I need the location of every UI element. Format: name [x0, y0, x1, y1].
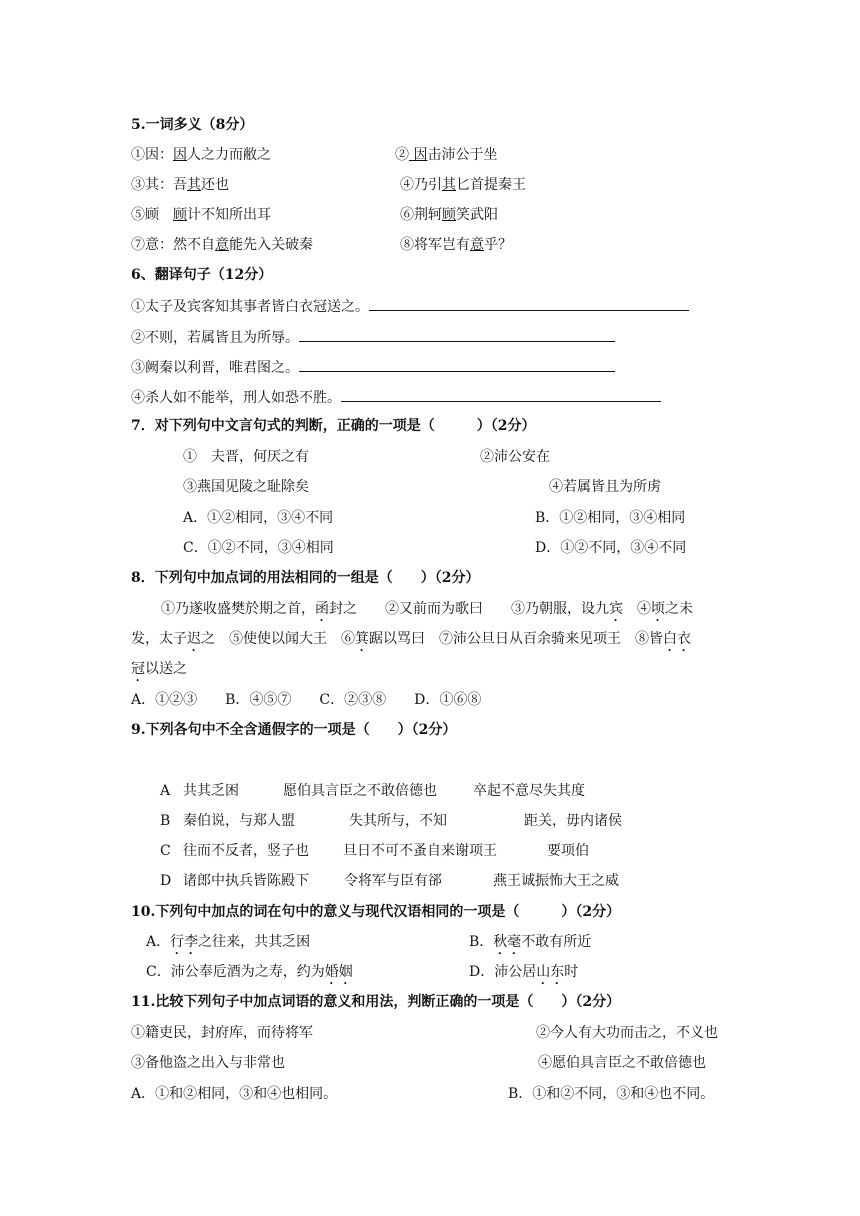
q5-item-prefix: ③其：吾 — [131, 177, 187, 193]
q6-item-3-text: ③阙秦以利晋，唯君图之。 — [131, 360, 299, 376]
q6-item-4-text: ④杀人如不能举，刑人如恐不胜。 — [131, 390, 341, 406]
answer-blank[interactable] — [299, 357, 615, 372]
q8-title: 8．下列句中加点词的用法相同的一组是（ ）（2分） — [131, 570, 480, 586]
q9-option-phrase: 失其所与，不知 — [349, 813, 447, 829]
q11-sentence-3: ③备他盗之出入与非常也 — [131, 1055, 285, 1071]
answer-blank[interactable] — [299, 327, 615, 342]
q6-title: 6、翻译句子（12分） — [131, 267, 273, 283]
q7-sentence-1: ① 夫晋，何厌之有 — [183, 449, 309, 465]
q6-item-2 — [131, 327, 615, 347]
q9-option-phrase: 诸郎中执兵皆陈殿下 — [183, 873, 309, 889]
answer-blank[interactable] — [369, 296, 689, 311]
q9-option-phrase: 往而不反者，竖子也 — [183, 843, 309, 859]
q5-item — [400, 206, 498, 224]
q5-key-word: 顾 — [442, 207, 456, 223]
q9-option-letter: D — [160, 873, 172, 889]
q5-item-prefix: ⑦意：然不自 — [131, 237, 215, 253]
q10-title: 10.下列句中加点的词在句中的意义与现代汉语相同的一项是（ ）（2分） — [131, 904, 621, 920]
q10-option-b: B．秋毫不敢有所近 — [469, 934, 592, 950]
q5-item-rest: 笑武阳 — [456, 207, 498, 223]
q5-item-rest: 击沛公于坐 — [427, 147, 498, 163]
q5-item-prefix: ⑤顾 — [131, 207, 173, 223]
q11-sentence-1: ①籍吏民，封府库，而待将军 — [131, 1025, 313, 1041]
q5-item-rest: 能先入关破秦 — [229, 237, 313, 253]
q8-line-3: 冠以送之 — [131, 661, 187, 677]
q8-options: A．①②③ B．④⑤⑦ C．②③⑧ D．①⑥⑧ — [131, 692, 482, 708]
q5-key-word: 意 — [215, 237, 229, 253]
q9-option-phrase: 卒起不意尽失其度 — [473, 783, 585, 799]
q9-option-phrase: 距关，毋内诸侯 — [524, 813, 622, 829]
q7-option-b: B．①②相同，③④相同 — [535, 510, 686, 526]
q5-item-prefix: ①因： — [131, 147, 173, 163]
q9-option-phrase: 愿伯具言臣之不敢倍德也 — [283, 783, 437, 799]
q10-option-c-text: 沛公奉卮酒为之寿，约为 — [170, 964, 325, 980]
q5-item-rest: 人之力而敝之 — [187, 147, 271, 163]
q5-key-word: 因 — [173, 147, 187, 163]
q11-option-a: A．①和②相同，③和④也相同。 — [131, 1086, 338, 1102]
q7-title: 7．对下列句中文言句式的判断，正确的一项是（ ）（2分） — [131, 418, 536, 434]
q6-item-4 — [131, 387, 661, 407]
q7-sentence-4: ④若属皆且为所虏 — [549, 479, 661, 495]
q5-key-word: 顾 — [173, 207, 187, 223]
q6-item-1 — [131, 296, 689, 316]
q5-key-word: 其 — [187, 177, 201, 193]
answer-blank[interactable] — [341, 387, 661, 402]
q7-option-c: C．①②不同，③④相同 — [183, 540, 334, 556]
q9-option-letter: A — [160, 783, 171, 799]
q5-item — [395, 146, 497, 164]
q5-item-prefix: ④乃引 — [400, 177, 442, 193]
q10-option-c: C．沛公奉卮酒为之寿，约为婚姻 — [146, 964, 353, 980]
q5-item-rest: 计不知所出耳 — [187, 207, 271, 223]
q10-option-d: D．沛公居山东时 — [469, 964, 579, 980]
q9-option-phrase: 共其乏困 — [183, 783, 239, 799]
q5-item-rest: 乎？ — [484, 237, 512, 253]
q5-item — [400, 176, 526, 194]
q5-item-prefix: ② — [395, 147, 409, 163]
q5-item-prefix: ⑧将军岂有 — [400, 237, 470, 253]
q5-title: 5.一词多义（8分） — [131, 117, 254, 133]
q7-option-d: D．①②不同，③④不同 — [535, 540, 687, 556]
q5-key-word: 其 — [442, 177, 456, 193]
q11-sentence-2: ②今人有大功而击之，不义也 — [536, 1025, 718, 1041]
q9-option-letter: B — [160, 813, 171, 829]
q9-option-phrase: 令将军与臣有郤 — [344, 873, 442, 889]
q9-option-phrase: 秦伯说，与郑人盟 — [183, 813, 295, 829]
q6-item-3 — [131, 357, 615, 377]
q5-item — [131, 176, 229, 194]
q5-key-word: 因 — [409, 147, 428, 163]
q10-option-d-text: 沛公居 — [494, 964, 537, 980]
q10-option-b-text: 不敢有所近 — [521, 934, 592, 950]
q5-item — [131, 146, 271, 164]
q6-item-1-text: ①太子及宾客知其事者皆白衣冠送之。 — [131, 299, 369, 315]
q6-item-2-text: ②不则，若属皆且为所辱。 — [131, 330, 299, 346]
q8-line-1: ①乃遂收盛樊於期之首，函封之 ②又前而为歌曰 ③乃朝服，设九宾 ④顷之未 — [161, 601, 693, 617]
q9-option-phrase: 旦日不可不蚤自来谢项王 — [343, 843, 497, 859]
q11-option-b: B．①和②不同，③和④也不同。 — [508, 1086, 715, 1102]
q9-option-phrase: 要项伯 — [547, 843, 589, 859]
q5-item-rest: 匕首提秦王 — [456, 177, 526, 193]
q5-item — [400, 236, 512, 254]
q11-sentence-4: ④愿伯具言臣之不敢倍德也 — [538, 1055, 706, 1071]
q11-title: 11.比较下列句子中加点词语的意义和用法，判断正确的一项是（ ）（2分） — [131, 994, 621, 1010]
q9-option-phrase: 燕王诚振怖大王之威 — [493, 873, 619, 889]
q5-item — [131, 206, 271, 224]
q9-option-letter: C — [160, 843, 171, 859]
q9-title: 9.下列各句中不全含通假字的一项是（ ）（2分） — [131, 722, 457, 738]
q8-line-2: 发，太子迟之 ⑤使使以闻大王 ⑥箕踞以骂曰 ⑦沛公旦日从百余骑来见项王 ⑧皆白衣 — [131, 631, 691, 647]
q7-sentence-2: ②沛公安在 — [480, 449, 550, 465]
q5-key-word: 意 — [470, 237, 484, 253]
q5-item-rest: 还也 — [201, 177, 229, 193]
q10-option-a-text: 共其乏困 — [254, 934, 311, 950]
q5-item — [131, 236, 313, 254]
q5-item-prefix: ⑥荆轲 — [400, 207, 442, 223]
q7-sentence-3: ③燕国见陵之耻除矣 — [183, 479, 309, 495]
q7-option-a: A．①②相同，③④不同 — [183, 510, 334, 526]
q10-option-a: A．行李之往来，共其乏困 — [146, 934, 311, 950]
